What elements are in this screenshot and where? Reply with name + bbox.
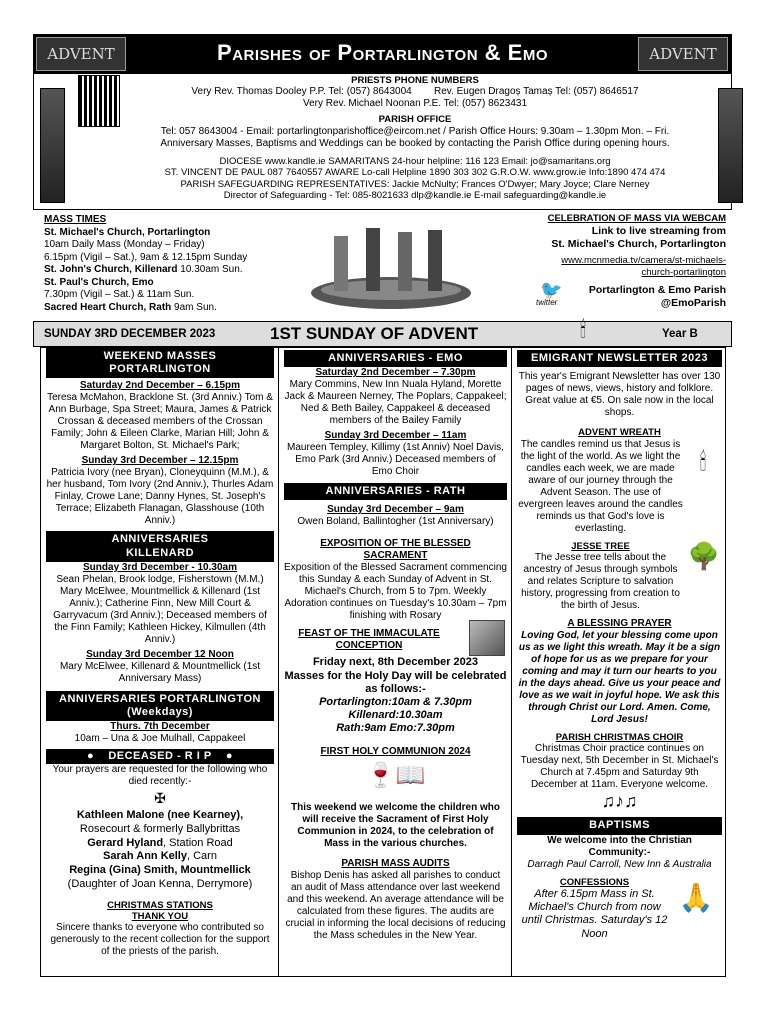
sunday-date: SUNDAY 3RD DECEMBER 2023 [44,328,216,340]
blessing-text: Loving God, let your blessing come upon us as we light this wreath. May it be a sign of hope for us as we prepare for your coming and may it turn our hearts to you in the days ahead. Give us your peace and love as we wait in joyful hope. We ask this through Christ our Lord. Amen. Come, Lord Jesus! [518,629,721,725]
stained-glass-left [40,88,65,203]
weekend-masses-heading: WEEKEND MASSES PORTARLINGTON [46,348,274,378]
cross-icon: ✠ [154,790,166,807]
emigrant-text: This year's Emigrant Newsletter has over 130 pages of news, views, history and folklore. Great value at €5. On sale now in the local shops. [518,371,721,419]
mass-times: MASS TIMES St. Michael's Church, Portarlington 10am Daily Mass (Monday – Friday) 6.15pm (Vigil – Sat.), 9am & 12.15pm Sunday St. John's Church, Killenard 10.30am Sun. St. Paul's Church, Emo 7.30pm (Vigil – Sat.) & 11am Sun. Sacred Heart Church, Rath 9am Sun. [44,214,248,313]
wreath-candle-icon: 🕯 [699,448,707,476]
svp-line: ST. VINCENT DE PAUL 087 7640557 AWARE Lo-call Helpline 1890 303 302 G.R.O.W. www.grow.ie Info:1890 474 474 [164,167,666,179]
confessions-text: After 6.15pm Mass in St. Michael's Church from now until Christmas. Saturday's 12 Noon [521,887,668,940]
music-notes-icon: ♫♪♫ [601,791,638,812]
advent-wreath-image [306,218,476,313]
exposition-heading: EXPOSITION OF THE BLESSED SACRAMENT [320,538,471,562]
priests-heading: PRIESTS PHONE NUMBERS [351,75,479,86]
safeguard-line: PARISH SAFEGUARDING REPRESENTATIVES: Jackie McNulty; Frances O'Dwyer; Mary Joyce; Clare Nerney [180,178,650,190]
sat-mass-text: Teresa McMahon, Bracklone St. (3rd Anniv.) Tom & Ann Burbage, Spa Street; Maura, James & Patrick Crossan & deceased members of the Crossan Family; John & Eileen Clarke, Marian Hill; John & Margaret Bolton, St. Michael's Park; [47,392,273,452]
sat-mass-heading: Saturday 2nd December – 6.15pm [79,380,241,392]
office-email-link[interactable]: portarlingtonparishoffice@eircom.net [276,125,441,137]
sun-mass-text: Patricia Ivory (nee Bryan), Cloneyquinn (M.M.), & her husband, Tom Ivory (2nd Anniv.), Thurles Adam Finlay, Crowe Lane; Danny Hynes, St. Joseph's Terrace; Elizabeth Flanagan, Glasshouse (10th Anniv.) [46,467,274,527]
webcam-link[interactable]: www.mcnmedia.tv/camera/st-michaels- [561,255,726,267]
director-line: Director of Safeguarding - Tel: 085-8021633 dlp@kandle.ie E-mail safeguarding@kandle.ie [223,189,607,201]
stations-text: Sincere thanks to everyone who contributed so generously to the recent collection for the support of the priests of the parish. [50,922,270,958]
deceased-heading: ● DECEASED - R I P ● [46,749,274,764]
wreath-text: The candles remind us that Jesus is the light of the world. As we light the candles each week, we are made aware of our journey through the Advent Season. The use of evergreen leaves around the candles reminds us that God's love is everlasting. [518,438,683,534]
priests-line1: Very Rev. Thomas Dooley P.P. Tel: (057) 8643004 Rev. Eugen Dragoș Tamaș Tel: (057) 8646517 [191,86,639,98]
office-tel: Tel: 057 8643004 - Email: portarlingtonparishoffice@eircom.net / Parish Office Hours: 9.30am – 1.30pm Mon. – Fri. [160,125,670,137]
sunday-title: 1ST SUNDAY OF ADVENT [270,324,479,343]
office-bookings: Anniversary Masses, Baptisms and Weddings can be booked by contacting the Parish Office during opening hours. [160,137,670,149]
advent-badge-left: ADVENT [36,37,126,71]
fhc-text: This weekend we welcome the children who will receive the Sacrament of First Holy Communion in 2024, to the celebration of Mass in the various churches. [291,801,500,849]
fhc-heading: FIRST HOLY COMMUNION 2024 [320,745,471,757]
baptisms-heading: BAPTISMS [517,817,722,834]
feast-heading: FEAST OF THE IMMACULATE CONCEPTION [298,628,440,652]
emo-heading: ANNIVERSARIES - EMO [284,350,507,367]
exposition-text: Exposition of the Blessed Sacrament commencing this Sunday & each Sunday of Advent in St. Michael's Church, from 5 to 7pm. Weekly Adoration continues on Tuesday's 10.30am – 7pm finishing with Rosary [284,562,507,622]
twitter-label: twitter [536,298,558,307]
killenard-text: Sean Phelan, Brook lodge, Fisherstown (M.M.) Mary McElwee, Mountmellick & Killenard (1st Anniv.); Catherine Finn, New Mill Court & Garryvacum (3rd Anniv.); Deceased members of the Finn Family; Kathleen Hickey, Kilmullen (4th Anniv.) [53,573,267,645]
advent-badge-right: ADVENT [638,37,728,71]
jesse-text: The Jesse tree tells about the ancestry of Jesus through symbols and relates Scripture to salvation history, progressing from creation to the birth of Jesus. [521,551,680,611]
audits-text: Bishop Denis has asked all parishes to conduct an audit of Mass attendance over last weekend and this weekend. An average attendance will be calculated from these figures. The audits are crucial in informing the local decisions of reducing the Mass schedules in the New Year. [285,869,506,941]
praying-hands-icon: 🙏 [678,881,714,913]
office-heading: PARISH OFFICE [378,114,452,126]
qr-code [79,76,119,126]
portarlington-weekday-heading: ANNIVERSARIES PORTARLINGTON (Weekdays) [46,691,274,721]
twitter-icon: 🐦 [540,280,563,300]
webcam-block: CELEBRATION OF MASS VIA WEBCAM Link to live streaming from St. Michael's Church, Portarlington www.mcnmedia.tv/camera/st-michaels- church-portarlington [478,213,726,279]
killenard-heading: ANNIVERSARIES KILLENARD [46,531,274,561]
page-title: Parishes of Portarlington & Emo [217,40,548,65]
emigrant-heading: EMIGRANT NEWSLETTER 2023 [517,350,722,367]
communion-icon: 🍷📖 [365,761,426,789]
diocese-line: DIOCESE www.kandle.ie SAMARITANS 24-hour helpline: 116 123 Email: jo@samaritans.org [219,155,611,167]
choir-text: Christmas Choir practice continues on Tuesday next, 5th December in St. Michael's Church at 7.45pm and Saturday 9th December at 11am. Everyone welcome. [520,743,719,791]
sun-mass-heading: Sunday 3rd December – 12.15pm [81,455,239,467]
priests-line2: Very Rev. Michael Noonan P.E. Tel: (057) 8623431 [302,98,528,110]
jesse-tree-icon: 🌳 [687,540,721,571]
stained-glass-right [718,88,743,203]
emo-sat-text: Mary Commins, New Inn Nuala Hyland, Morette Jack & Maureen Nerney, The Poplars, Cappakeel; Ned & Beth Bailey, Cappakeel & deceased members of the Bailey Family [284,379,507,427]
rath-heading: ANNIVERSARIES - RATH [284,483,507,500]
liturgical-year: Year B [662,328,698,340]
twitter-handle: Portarlington & Emo Parish @EmoParish [588,284,726,310]
candle-icon: 🕯 [579,317,587,342]
madonna-image [469,620,505,656]
